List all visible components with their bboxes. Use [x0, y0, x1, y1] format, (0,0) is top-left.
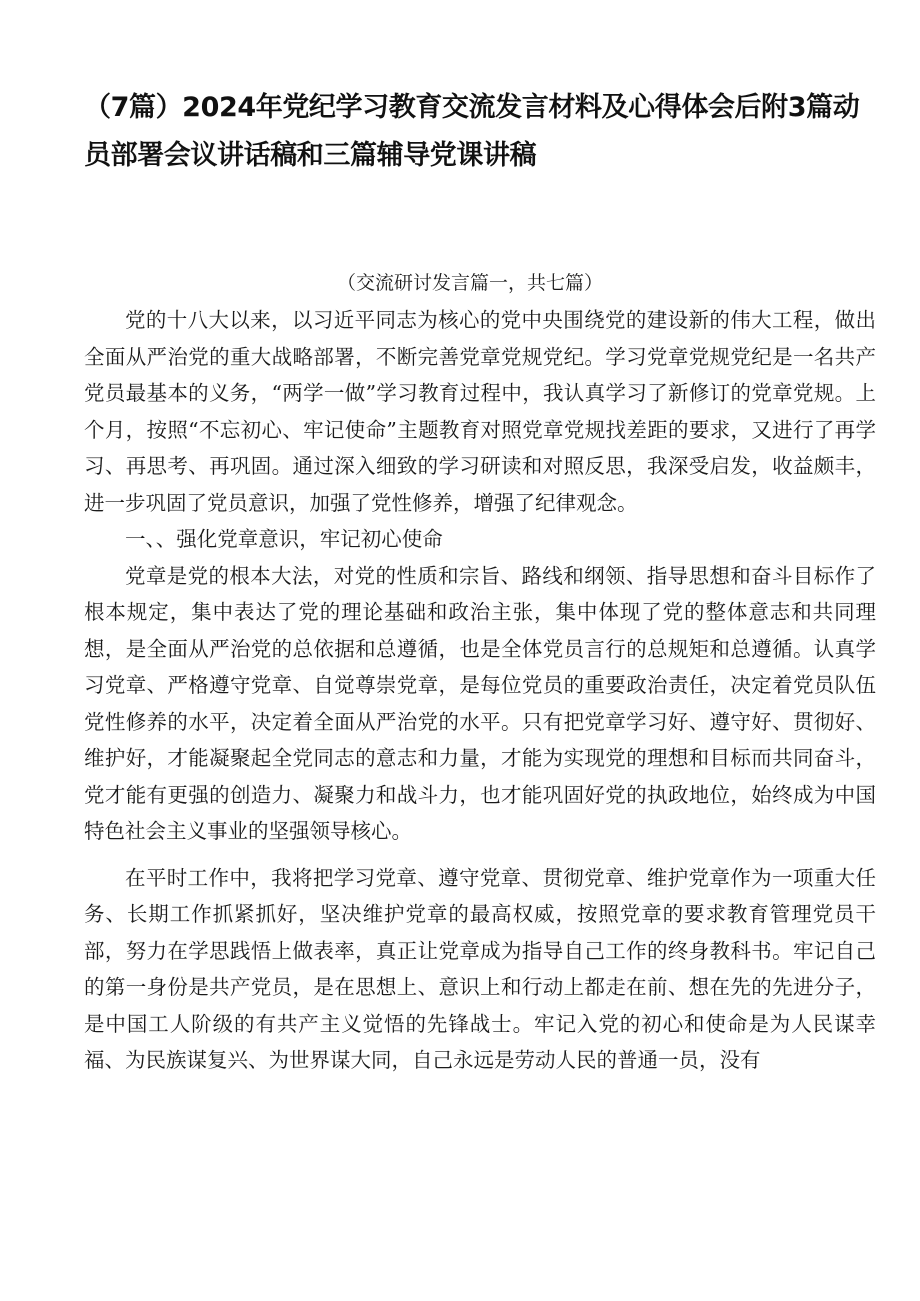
paragraph-party-constitution: 党章是党的根本大法，对党的性质和宗旨、路线和纲领、指导思想和奋斗目标作了根本规定，集中表达了党的理论基础和政治主张，集中体现了党的整体意志和共同理想，是全面从严治党的总依据和总遵循，也是全体党员言行的总规矩和总遵循。认真学习党章、严格遵守党章、自觉尊崇党章，是每位党员的重要政治责任，决定着党员队伍党性修养的水平，决定着全面从严治党的水平。只有把党章学习好、遵守好、贯彻好、维护好，才能凝聚起全党同志的意志和力量，才能为实现党的理想和目标而共同奋斗，党才能有更强的创造力、凝聚力和战斗力，也才能巩固好党的执政地位，始终成为中国特色社会主义事业的坚强领导核心。	[84, 563, 876, 843]
section-subheading: （交流研讨发言篇一，共七篇）	[336, 272, 603, 294]
section-heading-1: 一、、强化党章意识，牢记初心使命	[125, 527, 443, 551]
document-body	[84, 302, 876, 1079]
document-title: （7篇）2024年党纪学习教育交流发言材料及心得体会后附3篇动员部署会议讲话稿和三篇辅导党课讲稿	[84, 92, 860, 171]
paragraph-daily-work: 在平时工作中，我将把学习党章、遵守党章、贯彻党章、维护党章作为一项重大任务、长期工作抓紧抓好，坚决维护党章的最高权威，按照党章的要求教育管理党员干部，努力在学思践悟上做表率，真正让党章成为指导自己工作的终身教科书。牢记自己的第一身份是共产党员，是在思想上、意识上和行动上都走在前、想在先的先进分子，是中国工人阶级的有共产主义觉悟的先锋战士。牢记入党的初心和使命是为人民谋幸福、为民族谋复兴、为世界谋大同，自己永远是劳动人民的普通一员，没有	[84, 865, 876, 1072]
paragraph-intro: 党的十八大以来，以习近平同志为核心的党中央围绕党的建设新的伟大工程，做出全面从严治党的重大战略部署，不断完善党章党规党纪。学习党章党规党纪是一名共产党员最基本的义务，“两学一做”学习教育过程中，我认真学习了新修订的党章党规。上个月，按照“不忘初心、牢记使命”主题教育对照党章党规找差距的要求，又进行了再学习、再思考、再巩固。通过深入细致的学习研读和对照反思，我深受启发，收益颇丰，进一步巩固了党员意识，加强了党性修养，增强了纪律观念。	[84, 308, 876, 515]
